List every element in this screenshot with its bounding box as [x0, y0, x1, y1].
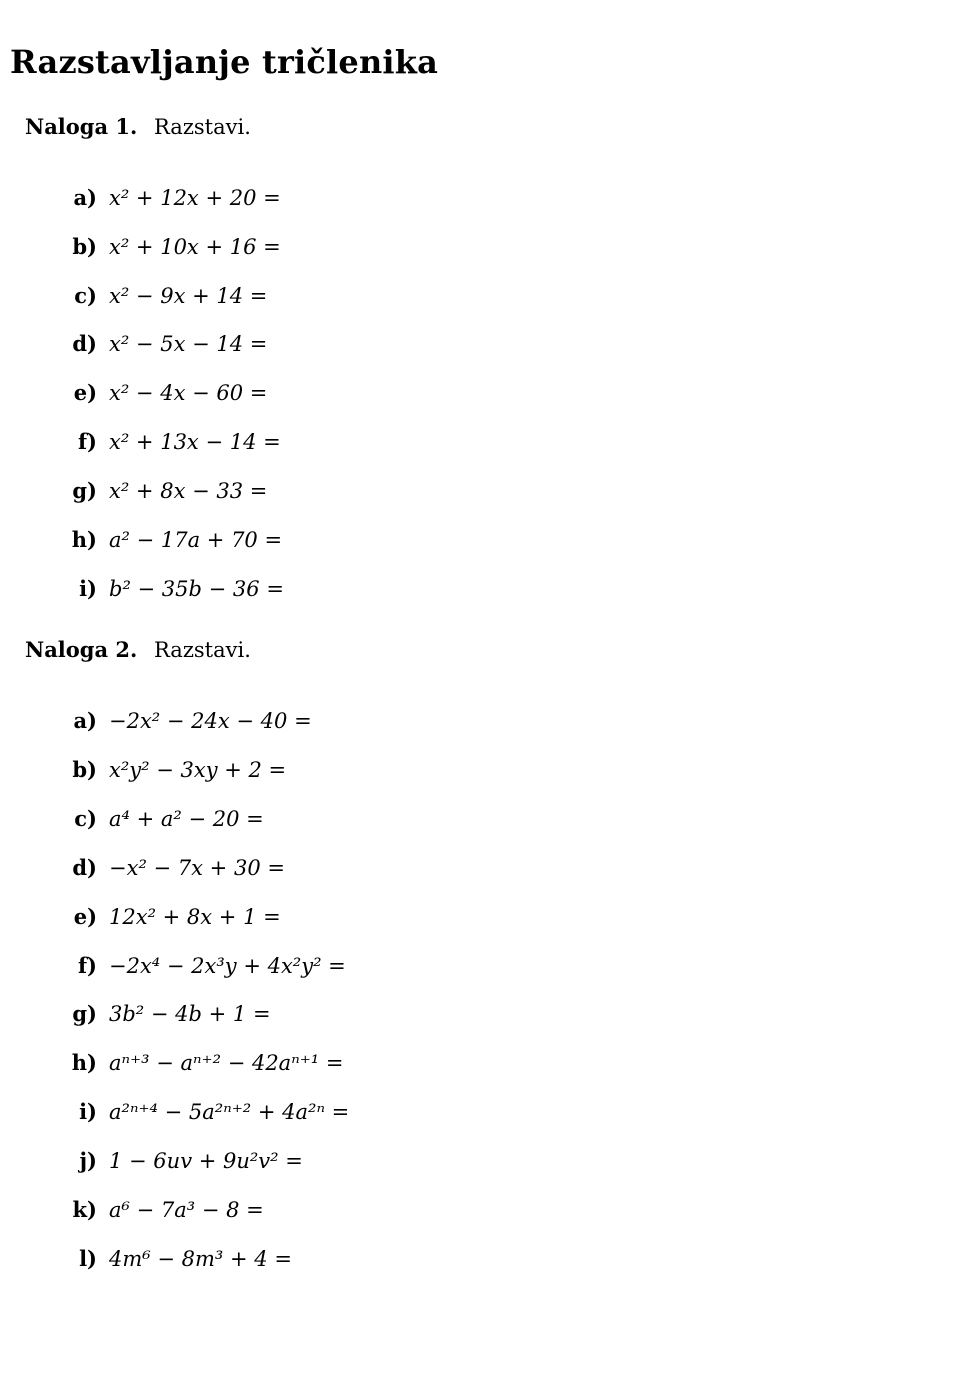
task-1-item-h: [0, 525, 500, 555]
item-letter: d): [72, 855, 97, 880]
item-expression: x² − 4x − 60 =: [109, 381, 268, 405]
task-1-label: Naloga 1.: [25, 114, 138, 139]
item-letter: h): [71, 527, 97, 552]
item-letter: k): [72, 1197, 97, 1222]
task-1-item-a: [0, 183, 500, 213]
item-expression: a⁴ + a² − 20 =: [109, 807, 264, 831]
item-expression: x² − 9x + 14 =: [109, 284, 268, 308]
item-expression: x² + 10x + 16 =: [109, 235, 281, 259]
task-2-item-g: [0, 999, 500, 1029]
task-2-label: Naloga 2.: [25, 637, 138, 662]
task-2-item-b: [0, 755, 500, 785]
item-letter: e): [73, 380, 97, 405]
task-2-item-i: [0, 1097, 500, 1127]
item-expression: 3b² − 4b + 1 =: [109, 1002, 271, 1026]
task-2-item-f: [0, 951, 500, 981]
item-letter: f): [78, 953, 97, 978]
task-1-item-g: [0, 476, 500, 506]
item-expression: −2x⁴ − 2x³y + 4x²y² =: [109, 954, 346, 978]
item-expression: −x² − 7x + 30 =: [109, 856, 285, 880]
item-expression: 1 − 6uv + 9u²v² =: [109, 1149, 303, 1173]
item-letter: h): [71, 1050, 97, 1075]
item-expression: x² + 12x + 20 =: [109, 186, 281, 210]
item-expression: 4m⁶ − 8m³ + 4 =: [109, 1247, 292, 1271]
task-1-item-f: [0, 427, 500, 457]
item-expression: x²y² − 3xy + 2 =: [109, 758, 287, 782]
item-letter: i): [79, 576, 97, 601]
task-2-item-d: [0, 853, 500, 883]
task-1-item-e: [0, 378, 500, 408]
task-2-item-j: [0, 1146, 500, 1176]
item-letter: g): [72, 1001, 97, 1026]
item-expression: x² + 8x − 33 =: [109, 479, 268, 503]
task-2-item-k: [0, 1195, 500, 1225]
item-letter: f): [78, 429, 97, 454]
task-2-item-c: [0, 804, 500, 834]
item-letter: b): [72, 234, 97, 259]
item-expression: a² − 17a + 70 =: [109, 528, 283, 552]
item-letter: a): [73, 185, 97, 210]
item-letter: c): [74, 283, 97, 308]
item-letter: b): [72, 757, 97, 782]
item-letter: i): [79, 1099, 97, 1124]
task-1-heading: [25, 116, 251, 138]
item-letter: c): [74, 806, 97, 831]
item-letter: d): [72, 331, 97, 356]
item-letter: e): [73, 904, 97, 929]
task-1-instruction: Razstavi.: [154, 115, 251, 139]
task-2-heading: [25, 639, 251, 661]
task-2-item-l: [0, 1244, 500, 1274]
task-1-item-b: [0, 232, 500, 262]
item-letter: a): [73, 708, 97, 733]
item-letter: g): [72, 478, 97, 503]
task-1-item-i: [0, 574, 500, 604]
task-2-item-e: [0, 902, 500, 932]
task-2-item-a: [0, 706, 500, 736]
item-expression: 12x² + 8x + 1 =: [109, 905, 281, 929]
task-2-item-h: [0, 1048, 500, 1078]
item-expression: aⁿ⁺³ − aⁿ⁺² − 42aⁿ⁺¹ =: [109, 1051, 344, 1075]
item-expression: x² − 5x − 14 =: [109, 332, 268, 356]
task-1-item-d: [0, 329, 500, 359]
item-expression: a⁶ − 7a³ − 8 =: [109, 1198, 264, 1222]
item-expression: x² + 13x − 14 =: [109, 430, 281, 454]
page-title: Razstavljanje tričlenika: [10, 43, 439, 81]
item-letter: l): [79, 1246, 97, 1271]
task-2-instruction: Razstavi.: [154, 638, 251, 662]
task-1-item-c: [0, 281, 500, 311]
item-expression: b² − 35b − 36 =: [109, 577, 284, 601]
item-expression: a²ⁿ⁺⁴ − 5a²ⁿ⁺² + 4a²ⁿ =: [109, 1100, 350, 1124]
item-expression: −2x² − 24x − 40 =: [109, 709, 312, 733]
item-letter: j): [79, 1148, 97, 1173]
